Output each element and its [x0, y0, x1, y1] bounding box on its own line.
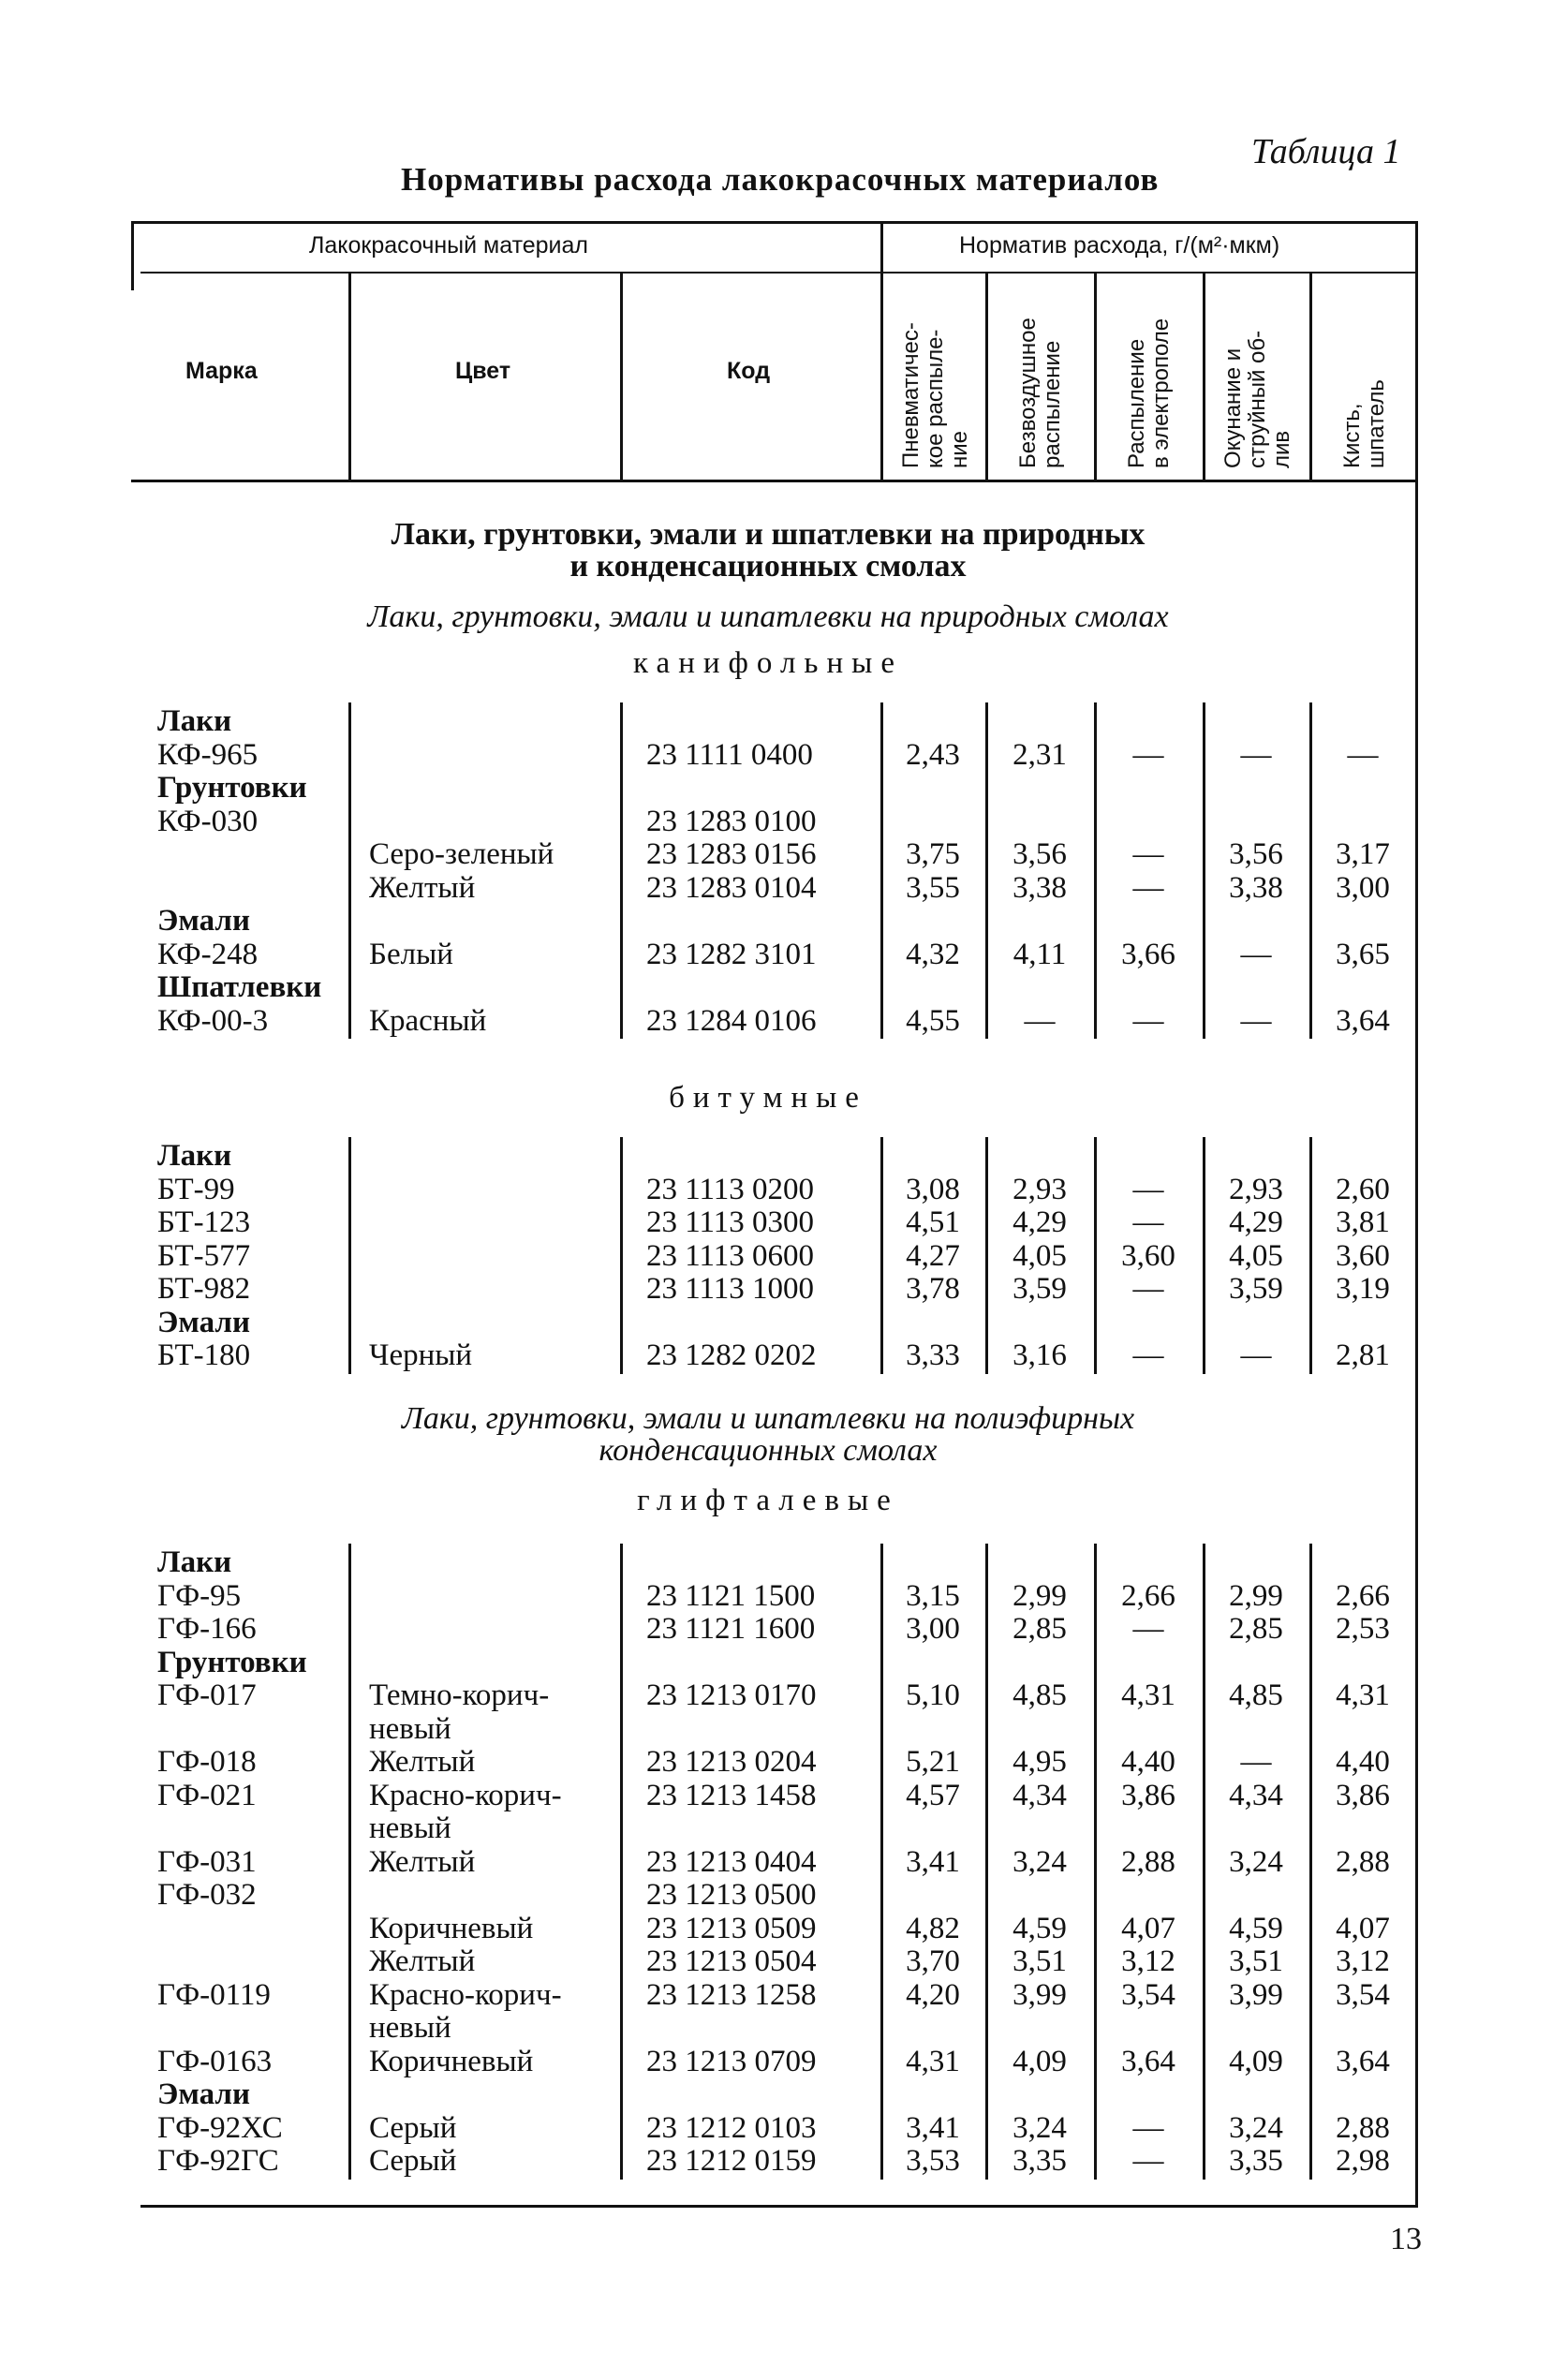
cell-value: 3,24	[1229, 1844, 1283, 1879]
cell-value: 4,07	[1121, 1911, 1175, 1945]
cell-value: 4,31	[1336, 1678, 1390, 1712]
cell-value: 3,00	[1336, 870, 1390, 905]
cell-marka: БТ-180	[157, 1338, 251, 1372]
cell-color: невый	[369, 1811, 451, 1845]
cell-value: 4,40	[1121, 1745, 1175, 1779]
cell-color: Серый	[369, 2110, 457, 2145]
cell-value: 3,53	[906, 2144, 960, 2178]
cell-value: 3,56	[1229, 837, 1283, 871]
body-separator	[985, 702, 988, 1039]
col-marka-header: Марка	[185, 358, 258, 384]
cell-value: 4,20	[906, 1977, 960, 2012]
cell-value: 4,85	[1229, 1678, 1283, 1712]
cell-value: —	[1132, 2110, 1164, 2145]
cell-value: 4,55	[906, 1003, 960, 1038]
cell-code: 23 1213 0504	[646, 1944, 817, 1978]
method-header-4-line: Окунание и	[1220, 347, 1246, 468]
cell-value: 3,60	[1121, 1238, 1175, 1273]
cell-value: 4,34	[1012, 1778, 1067, 1812]
cell-value: 4,27	[906, 1238, 960, 1273]
cell-value: —	[1132, 837, 1164, 871]
cell-color: Желтый	[369, 1844, 476, 1879]
table-right-border	[1415, 221, 1418, 2207]
cell-value: 3,56	[1012, 837, 1067, 871]
cell-value: 4,32	[906, 937, 960, 971]
cell-value: 3,59	[1012, 1272, 1067, 1306]
cell-value: 4,11	[1012, 937, 1067, 971]
cell-value: 4,31	[906, 2044, 960, 2078]
body-separator	[880, 1544, 883, 2180]
method-header-5-line: Кисть,	[1339, 403, 1365, 468]
group-glift: глифталевые	[637, 1484, 899, 1517]
cell-color: Желтый	[369, 1745, 476, 1779]
cell-code: 23 1213 1258	[646, 1977, 817, 2012]
cell-value: 3,78	[906, 1272, 960, 1306]
cell-value: 3,64	[1336, 1003, 1390, 1038]
col-code-header: Код	[727, 358, 771, 384]
group-label: Эмали	[157, 904, 250, 938]
cell-color: Красно-корич-	[369, 1778, 562, 1812]
cell-color: невый	[369, 2011, 451, 2045]
cell-value: 3,08	[906, 1172, 960, 1206]
cell-code: 23 1113 1000	[646, 1272, 815, 1306]
cell-value: 2,99	[1229, 1578, 1283, 1613]
hdr-sep-6	[1203, 273, 1205, 480]
cell-value: 5,10	[906, 1678, 960, 1712]
header-top-rule	[131, 221, 1418, 224]
cell-code: 23 1212 0103	[646, 2110, 817, 2145]
cell-value: 3,81	[1336, 1205, 1390, 1239]
cell-value: 4,51	[906, 1205, 960, 1239]
cell-value: 3,60	[1336, 1238, 1390, 1273]
cell-value: 3,24	[1012, 2110, 1067, 2145]
table-left-border	[131, 221, 134, 290]
cell-value: —	[1132, 1172, 1164, 1206]
cell-value: 3,99	[1012, 1977, 1067, 2012]
method-header-1-line: ние	[947, 430, 972, 468]
cell-value: 3,66	[1121, 937, 1175, 971]
cell-value: 3,41	[906, 2110, 960, 2145]
group-kanifol: канифольные	[633, 646, 903, 680]
cell-value: —	[1240, 737, 1272, 772]
cell-value: —	[1240, 1745, 1272, 1779]
method-header-4-line: струйный об-	[1245, 330, 1270, 468]
body-separator	[1309, 1544, 1312, 2180]
cell-color: Темно-корич-	[369, 1678, 550, 1712]
cell-value: 3,19	[1336, 1272, 1390, 1306]
cell-value: 3,70	[906, 1944, 960, 1978]
cell-value: 3,35	[1229, 2144, 1283, 2178]
group-label: Лаки	[157, 704, 232, 738]
cell-value: 2,99	[1012, 1578, 1067, 1613]
cell-value: 3,24	[1012, 1844, 1067, 1879]
body-separator	[348, 702, 351, 1039]
cell-marka: КФ-030	[157, 804, 259, 838]
cell-value: 2,66	[1121, 1578, 1175, 1613]
page-title: Нормативы расхода лакокрасочных материалов	[401, 161, 1160, 198]
group-label: Шпатлевки	[157, 970, 322, 1004]
cell-value: —	[1132, 870, 1164, 905]
cell-value: —	[1024, 1003, 1056, 1038]
cell-marka: ГФ-166	[157, 1612, 257, 1646]
cell-value: 3,54	[1121, 1977, 1175, 2012]
cell-marka: ГФ-92ХС	[157, 2110, 283, 2145]
body-separator	[348, 1544, 351, 2180]
cell-value: 4,29	[1012, 1205, 1067, 1239]
body-separator	[880, 702, 883, 1039]
cell-value: 3,16	[1012, 1338, 1067, 1372]
cell-marka: ГФ-0163	[157, 2044, 273, 2078]
body-separator	[985, 1544, 988, 2180]
cell-code: 23 1213 0404	[646, 1844, 817, 1879]
cell-value: 3,33	[906, 1338, 960, 1372]
cell-marka: БТ-123	[157, 1205, 251, 1239]
cell-value: 4,05	[1012, 1238, 1067, 1273]
cell-value: 3,86	[1336, 1778, 1390, 1812]
cell-color: Серый	[369, 2144, 457, 2178]
cell-value: 3,54	[1336, 1977, 1390, 2012]
cell-value: 2,85	[1229, 1612, 1283, 1646]
cell-marka: ГФ-021	[157, 1778, 257, 1812]
cell-value: 2,81	[1336, 1338, 1390, 1372]
method-header-1-line: Пневматичес-	[898, 322, 924, 468]
method-header-3-line: в электрополе	[1148, 318, 1174, 468]
cell-color: Желтый	[369, 1944, 476, 1978]
cell-code: 23 1282 0202	[646, 1338, 817, 1372]
cell-marka: БТ-982	[157, 1272, 251, 1306]
cell-code: 23 1212 0159	[646, 2144, 817, 2178]
body-separator	[1203, 1137, 1205, 1374]
cell-value: 3,12	[1336, 1944, 1390, 1978]
cell-marka: КФ-248	[157, 937, 259, 971]
cell-color: Черный	[369, 1338, 473, 1372]
cell-value: 3,15	[906, 1578, 960, 1613]
cell-value: 2,88	[1121, 1844, 1175, 1879]
cell-value: 4,59	[1012, 1911, 1067, 1945]
method-header-4-line: лив	[1269, 430, 1294, 468]
cell-value: 3,35	[1012, 2144, 1067, 2178]
cell-value: 4,09	[1012, 2044, 1067, 2078]
body-separator	[620, 1137, 623, 1374]
cell-marka: ГФ-92ГС	[157, 2144, 279, 2178]
cell-code: 23 1113 0200	[646, 1172, 815, 1206]
cell-value: 3,65	[1336, 937, 1390, 971]
cell-code: 23 1121 1500	[646, 1578, 816, 1613]
section-natural-title-2: и конденсационных смолах	[569, 549, 967, 584]
body-separator	[620, 1544, 623, 2180]
col-color-header: Цвет	[455, 358, 511, 384]
cell-value: 4,57	[906, 1778, 960, 1812]
group-label: Лаки	[157, 1139, 232, 1173]
cell-value: —	[1132, 1272, 1164, 1306]
cell-marka: КФ-00-3	[157, 1003, 269, 1038]
cell-marka: ГФ-031	[157, 1844, 257, 1879]
cell-value: —	[1240, 1338, 1272, 1372]
cell-marka: БТ-577	[157, 1238, 251, 1273]
body-separator	[1203, 1544, 1205, 2180]
cell-value: 3,99	[1229, 1977, 1283, 2012]
body-separator	[1309, 1137, 1312, 1374]
cell-value: 3,12	[1121, 1944, 1175, 1978]
group-norm-header: Норматив расхода, г/(м²·мкм)	[959, 232, 1280, 259]
cell-value: 4,85	[1012, 1678, 1067, 1712]
cell-value: —	[1132, 1612, 1164, 1646]
cell-code: 23 1283 0100	[646, 804, 817, 838]
cell-code: 23 1213 0500	[646, 1878, 817, 1912]
cell-code: 23 1282 3101	[646, 937, 817, 971]
cell-code: 23 1111 0400	[646, 737, 813, 772]
cell-code: 23 1121 1600	[646, 1612, 816, 1646]
cell-value: —	[1132, 2144, 1164, 2178]
group-bitum: битумные	[669, 1081, 867, 1115]
cell-value: 3,38	[1012, 870, 1067, 905]
cell-value: 2,98	[1336, 2144, 1390, 2178]
cell-value: 2,88	[1336, 2110, 1390, 2145]
cell-value: 2,93	[1012, 1172, 1067, 1206]
subsection-natural: Лаки, грунтовки, эмали и шпатлевки на природных смолах	[367, 599, 1169, 634]
cell-value: 2,66	[1336, 1578, 1390, 1613]
method-header-2-line: Безвоздушное	[1015, 318, 1041, 468]
header-group-rule	[140, 272, 1418, 273]
method-header-5-line: шпатель	[1364, 379, 1389, 468]
body-separator	[620, 702, 623, 1039]
cell-value: 3,17	[1336, 837, 1390, 871]
cell-color: Коричневый	[369, 2044, 534, 2078]
cell-code: 23 1213 1458	[646, 1778, 817, 1812]
cell-value: 4,34	[1229, 1778, 1283, 1812]
cell-value: 3,55	[906, 870, 960, 905]
cell-value: 2,88	[1336, 1844, 1390, 1879]
group-label: Грунтовки	[157, 771, 307, 805]
cell-value: 4,59	[1229, 1911, 1283, 1945]
group-material-header: Лакокрасочный материал	[309, 232, 588, 259]
body-separator	[880, 1137, 883, 1374]
method-header-3-line: Распыление	[1124, 338, 1149, 468]
cell-value: —	[1347, 737, 1379, 772]
cell-code: 23 1213 0204	[646, 1745, 817, 1779]
cell-color: Красно-корич-	[369, 1977, 562, 2012]
cell-color: Коричневый	[369, 1911, 534, 1945]
cell-value: 3,64	[1121, 2044, 1175, 2078]
cell-code: 23 1283 0156	[646, 837, 817, 871]
cell-value: 3,51	[1229, 1944, 1283, 1978]
cell-value: 4,95	[1012, 1745, 1067, 1779]
body-separator	[1094, 702, 1097, 1039]
cell-value: 3,00	[906, 1612, 960, 1646]
method-header-2-line: распыление	[1040, 340, 1065, 468]
cell-value: 2,53	[1336, 1612, 1390, 1646]
cell-code: 23 1113 0300	[646, 1205, 815, 1239]
cell-marka: БТ-99	[157, 1172, 235, 1206]
hdr-sep-3	[880, 221, 883, 480]
body-separator	[348, 1137, 351, 1374]
cell-color: Красный	[369, 1003, 487, 1038]
cell-value: 4,82	[906, 1911, 960, 1945]
cell-color: невый	[369, 1711, 451, 1746]
hdr-sep-1	[348, 273, 351, 480]
cell-code: 23 1213 0170	[646, 1678, 817, 1712]
cell-value: 4,09	[1229, 2044, 1283, 2078]
cell-value: —	[1240, 1003, 1272, 1038]
body-separator	[1094, 1544, 1097, 2180]
cell-value: —	[1240, 937, 1272, 971]
subsection-polyester-2: конденсационных смолах	[599, 1433, 938, 1468]
cell-code: 23 1213 0709	[646, 2044, 817, 2078]
cell-marka: ГФ-017	[157, 1678, 257, 1712]
hdr-sep-5	[1094, 273, 1097, 480]
cell-value: 4,31	[1121, 1678, 1175, 1712]
cell-code: 23 1284 0106	[646, 1003, 817, 1038]
cell-code: 23 1113 0600	[646, 1238, 815, 1273]
cell-value: 5,21	[906, 1745, 960, 1779]
cell-value: 3,59	[1229, 1272, 1283, 1306]
cell-value: 2,31	[1012, 737, 1067, 772]
hdr-sep-7	[1309, 273, 1312, 480]
method-header-1-line: кое распыле-	[923, 329, 948, 468]
cell-value: 3,86	[1121, 1778, 1175, 1812]
cell-value: 3,24	[1229, 2110, 1283, 2145]
body-separator	[1094, 1137, 1097, 1374]
table-bottom-rule	[140, 2205, 1418, 2208]
cell-code: 23 1213 0509	[646, 1911, 817, 1945]
cell-value: 3,41	[906, 1844, 960, 1879]
table-number: Таблица 1	[1251, 132, 1401, 171]
cell-value: 3,64	[1336, 2044, 1390, 2078]
cell-value: 4,29	[1229, 1205, 1283, 1239]
group-label: Грунтовки	[157, 1645, 307, 1679]
body-separator	[985, 1137, 988, 1374]
cell-value: 2,85	[1012, 1612, 1067, 1646]
cell-value: 2,93	[1229, 1172, 1283, 1206]
cell-value: 4,07	[1336, 1911, 1390, 1945]
hdr-sep-2	[620, 273, 623, 480]
cell-value: 4,40	[1336, 1745, 1390, 1779]
cell-value: —	[1132, 1205, 1164, 1239]
cell-marka: ГФ-95	[157, 1578, 242, 1613]
hdr-sep-4	[985, 273, 988, 480]
cell-value: 3,75	[906, 837, 960, 871]
cell-color: Серо-зеленый	[369, 837, 554, 871]
cell-value: 3,38	[1229, 870, 1283, 905]
cell-value: 3,51	[1012, 1944, 1067, 1978]
body-separator	[1309, 702, 1312, 1039]
cell-value: 2,60	[1336, 1172, 1390, 1206]
section-natural-title: Лаки, грунтовки, эмали и шпатлевки на природных	[391, 517, 1146, 552]
cell-marka: ГФ-0119	[157, 1977, 271, 2012]
cell-value: —	[1132, 737, 1164, 772]
group-label: Лаки	[157, 1545, 232, 1579]
cell-marka: ГФ-032	[157, 1878, 257, 1912]
cell-marka: ГФ-018	[157, 1745, 257, 1779]
subsection-polyester: Лаки, грунтовки, эмали и шпатлевки на полиэфирных	[401, 1401, 1135, 1436]
group-label: Эмали	[157, 2077, 250, 2111]
cell-value: —	[1132, 1003, 1164, 1038]
cell-value: 4,05	[1229, 1238, 1283, 1273]
page-number: 13	[1390, 2222, 1422, 2256]
cell-value: —	[1132, 1338, 1164, 1372]
cell-value: 2,43	[906, 737, 960, 772]
header-bottom-rule	[131, 480, 1418, 482]
body-separator	[1203, 702, 1205, 1039]
cell-color: Желтый	[369, 870, 476, 905]
cell-marka: КФ-965	[157, 737, 259, 772]
group-label: Эмали	[157, 1305, 250, 1339]
cell-color: Белый	[369, 937, 453, 971]
cell-code: 23 1283 0104	[646, 870, 817, 905]
